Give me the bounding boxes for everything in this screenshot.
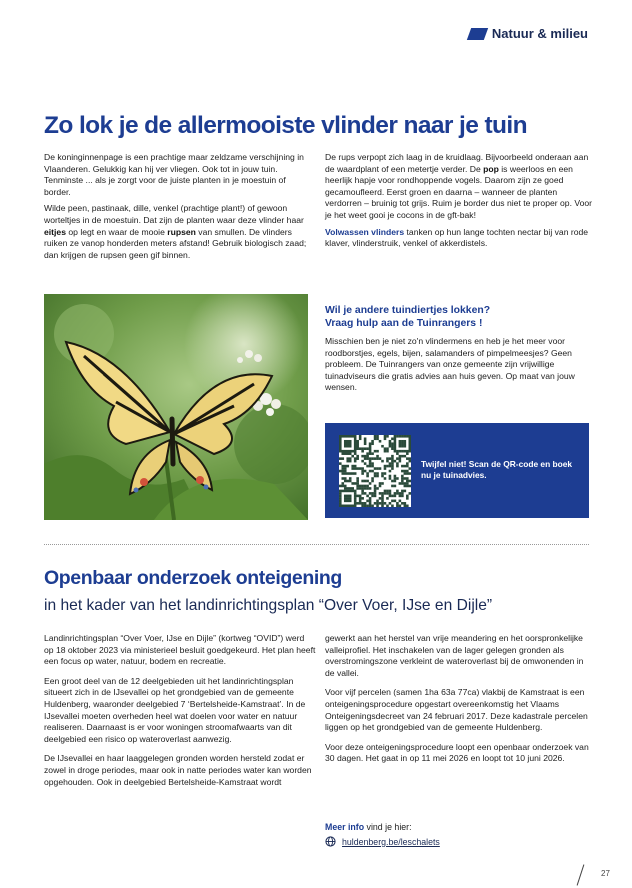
article2-column-1 <box>44 633 316 796</box>
paragraph: Voor deze onteigeningsprocedure loopt een openbaar onderzoek van 30 dagen. Het gaat in op 11 mei 2026 en loopt tot 10 juni 2026. <box>325 741 589 764</box>
section-divider <box>44 544 589 545</box>
paragraph: Volwassen vlinders tanken op hun lange tochten nectar bij van rode klaver, vlinderstruik, venkel of akkerdistels. <box>325 226 589 249</box>
article-title-expropriation: Openbaar onderzoek onteigening <box>44 567 342 589</box>
qr-callout <box>325 423 589 518</box>
article-subtitle: in het kader van het landinrichtingsplan “Over Voer, IJse en Dijle” <box>44 597 493 614</box>
article1-column-1 <box>44 152 312 266</box>
page-number: 27 <box>601 869 610 878</box>
paragraph: Landinrichtingsplan “Over Voer, IJse en Dijle” (kortweg “OVID”) werd op 18 oktober 2023 via ministerieel besluit goedgekeurd. Het plan heeft een focus op water, natuur, bodem en recreatie. <box>44 633 316 667</box>
section-tag <box>469 26 588 41</box>
section-marker-icon <box>467 28 488 40</box>
article1-column-3 <box>325 336 593 399</box>
more-info-link[interactable] <box>325 836 440 847</box>
paragraph: De rups verpopt zich laag in de kruidlaag. Bijvoorbeeld onderaan aan de waardplant of een metertje verder. De pop is weerloos en een heerlijk hapje voor rondhoppende vogels. Daarom zijn ze goed gecamoufleerd. Eerst groen en daarna – wanneer de planten verdorren – bruinig tot grijs. Ruim je border dus niet te proper op. Voor je het weet gooi je cocons in de gft-bak! <box>325 152 593 220</box>
paragraph: Voor vijf percelen (samen 1ha 63a 77ca) vlakbij de Kamstraat is een onteigeningsprocedure opgestart overeenkomstig het Vlaams Onteigeningsdecreet van 24 februari 2017. Deze kadastrale percelen liggen op het grondgebied van de gemeente Huldenberg. <box>325 687 588 733</box>
globe-icon <box>325 836 336 847</box>
subsection-heading: Wil je andere tuindiertjes lokken? Vraag hulp aan de Tuinrangers ! <box>325 305 491 329</box>
qr-callout-text: Twijfel niet! Scan de QR-code en boek nu je tuinadvies. <box>421 459 573 480</box>
more-info-label: Meer info vind je hier: <box>325 822 412 832</box>
website-link[interactable]: huldenberg.be/leschalets <box>342 836 440 847</box>
paragraph: Misschien ben je niet zo'n vlindermens en heb je het meer voor roodborstjes, egels, bijen, salamanders of pimpelmeesjes? Geen probleem. De Tuinrangers van onze gemeente zijn vrijwillige tuinadviseurs die gratis advies aan huis geven. Op maat van jouw wensen. <box>325 336 575 393</box>
article-title-butterfly: Zo lok je de allermooiste vlinder naar je tuin <box>44 112 527 139</box>
qr-code[interactable] <box>339 435 411 507</box>
paragraph: gewerkt aan het herstel van vrije meandering en het oorspronkelijke valleiprofiel. Het inschakelen van de lager gelegen gronden als overstromingszone verkleint de wateroverlast bij de omwonenden in de vallei. <box>325 633 584 678</box>
page-slash-decoration <box>577 864 585 885</box>
section-label: Natuur & milieu <box>491 26 588 41</box>
butterfly-photo <box>44 294 308 520</box>
paragraph: Een groot deel van de 12 deelgebieden uit het landinrichtingsplan situeert zich in de IJsevallei op het grondgebied van de gemeente Huldenberg, waaronder deelgebied 7 ‘Bertelsheide-Kamstraat’. In de IJsevallei moeten overheden heel wat doelen voor water en natuur realiseren. Daarnaast is er voor woningen stroomafwaarts van dit deelgebied een risico op wateroverlast aanwezig. <box>44 675 306 744</box>
paragraph: De koninginnenpage is een prachtige maar zeldzame verschijning in Vlaanderen. Gelukkig kan hij ver vliegen. Ook tot in jouw tuin. Tenminste ... als je zorgt voor de juiste planten in je moestuin of border. <box>44 152 304 197</box>
article1-column-2 <box>325 152 593 255</box>
article2-column-2 <box>325 633 591 773</box>
paragraph: De IJsevallei en haar laaggelegen gronden worden hersteld zodat er zowel in droge periodes, maar ook in natte periodes water kan worden opgehouden. Ook in deelgebied Bertelsheide-Kamstraat wordt <box>44 753 312 787</box>
paragraph: Wilde peen, pastinaak, dille, venkel (prachtige plant!) of gewoon worteltjes in de moestuin. Dat zijn de planten waar deze vlinder haar eitjes op legt en waar de mooie rupsen van smullen. De vlinders ruiken ze vanop honderden meters afstand! Gebruik biologisch zaad; dan krijgen de rupsen geen gif binnen. <box>44 203 307 260</box>
